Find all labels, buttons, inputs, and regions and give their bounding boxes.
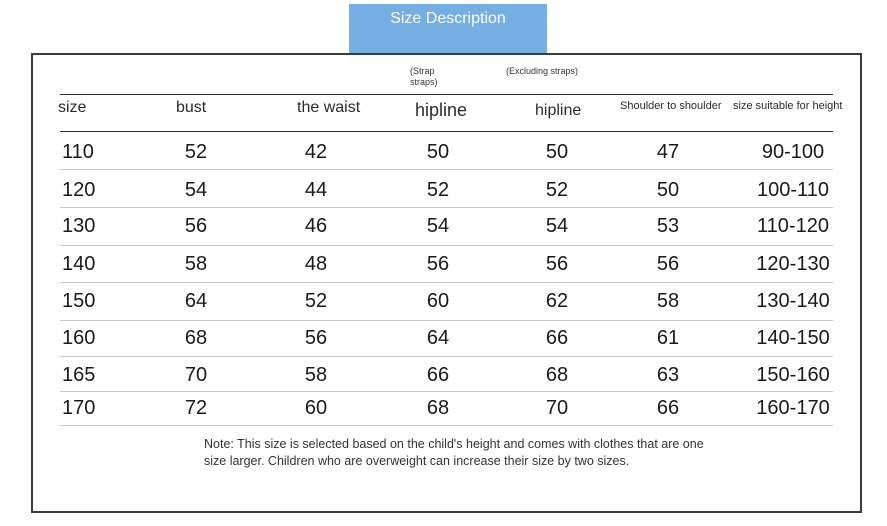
cell-shoulder: 47 — [656, 141, 680, 163]
header-bust: bust — [176, 99, 207, 116]
cell-hipline-strap: 64 — [426, 327, 450, 349]
cell-height: 120-130 — [756, 253, 830, 275]
cell-hipline-excluding: 70 — [545, 397, 569, 419]
cell-hipline-excluding: 56 — [545, 253, 569, 275]
header-bottom-rule — [60, 131, 833, 132]
cell-size: 130 — [62, 215, 96, 237]
cell-bust: 70 — [184, 364, 208, 386]
cell-bust: 64 — [184, 290, 208, 312]
cell-shoulder: 56 — [656, 253, 680, 275]
table-row — [0, 360, 887, 390]
page-title: Size Description — [349, 4, 547, 53]
cell-height: 150-160 — [756, 364, 830, 386]
cell-hipline-strap: 54 — [426, 215, 450, 237]
cell-waist: 46 — [304, 215, 328, 237]
cell-shoulder: 50 — [656, 179, 680, 201]
cell-hipline-strap: 66 — [426, 364, 450, 386]
cell-hipline-excluding: 66 — [545, 327, 569, 349]
cell-size: 165 — [62, 364, 96, 386]
table-row — [0, 286, 887, 316]
cell-hipline-excluding: 50 — [545, 141, 569, 163]
row-divider — [60, 391, 833, 392]
excluding-straps-note: (Excluding straps) — [506, 66, 579, 76]
cell-bust: 58 — [184, 253, 208, 275]
row-divider — [60, 245, 833, 246]
cell-size: 150 — [62, 290, 96, 312]
cell-height: 160-170 — [756, 397, 830, 419]
header-top-rule — [60, 94, 833, 95]
cell-bust: 72 — [184, 397, 208, 419]
cell-height: 90-100 — [761, 141, 825, 163]
cell-hipline-strap: 68 — [426, 397, 450, 419]
cell-height: 110-120 — [757, 215, 829, 237]
cell-hipline-strap: 60 — [426, 290, 450, 312]
header-hipline-excluding: hipline — [535, 102, 582, 119]
header-waist: the waist — [297, 99, 361, 116]
cell-hipline-excluding: 62 — [545, 290, 569, 312]
cell-waist: 58 — [304, 364, 328, 386]
header-hipline-strap: hipline — [415, 100, 468, 120]
cell-height: 130-140 — [756, 290, 830, 312]
table-row — [0, 393, 887, 423]
cell-size: 140 — [62, 253, 96, 275]
table-row — [0, 175, 887, 205]
cell-hipline-excluding: 52 — [545, 179, 569, 201]
row-divider — [60, 207, 833, 208]
cell-waist: 44 — [304, 179, 328, 201]
cell-waist: 56 — [304, 327, 328, 349]
row-divider — [60, 320, 833, 321]
cell-size: 120 — [62, 179, 96, 201]
cell-waist: 42 — [304, 141, 328, 163]
cell-height: 140-150 — [756, 327, 830, 349]
cell-shoulder: 66 — [656, 397, 680, 419]
table-bottom-rule — [60, 425, 833, 426]
cell-hipline-strap: 56 — [426, 253, 450, 275]
cell-bust: 54 — [184, 179, 208, 201]
header-shoulder: Shoulder to shoulder — [620, 100, 722, 112]
cell-bust: 68 — [184, 327, 208, 349]
table-row — [0, 211, 887, 241]
cell-bust: 56 — [184, 215, 208, 237]
cell-hipline-strap: 50 — [426, 141, 450, 163]
cell-shoulder: 53 — [656, 215, 680, 237]
cell-height: 100-110 — [757, 179, 829, 201]
size-note: Note: This size is selected based on the child's height and comes with clothes that are one size larger. Children who are overweight can increase their size by two sizes. — [204, 437, 704, 468]
cell-size: 160 — [62, 327, 96, 349]
cell-hipline-excluding: 68 — [545, 364, 569, 386]
cell-waist: 48 — [304, 253, 328, 275]
cell-waist: 52 — [304, 290, 328, 312]
cell-size: 170 — [62, 397, 96, 419]
header-height: size suitable for height — [733, 100, 843, 112]
table-row — [0, 323, 887, 353]
cell-bust: 52 — [184, 141, 208, 163]
strap-note: (Strap straps) — [410, 66, 438, 87]
row-divider — [60, 356, 833, 357]
cell-waist: 60 — [304, 397, 328, 419]
cell-hipline-strap: 52 — [426, 179, 450, 201]
header-size: size — [58, 99, 87, 116]
cell-shoulder: 58 — [656, 290, 680, 312]
cell-shoulder: 61 — [656, 327, 680, 349]
row-divider — [60, 282, 833, 283]
cell-size: 110 — [62, 141, 94, 163]
row-divider — [60, 169, 833, 170]
cell-shoulder: 63 — [656, 364, 680, 386]
table-row — [0, 249, 887, 279]
cell-hipline-excluding: 54 — [545, 215, 569, 237]
table-row — [0, 137, 887, 167]
